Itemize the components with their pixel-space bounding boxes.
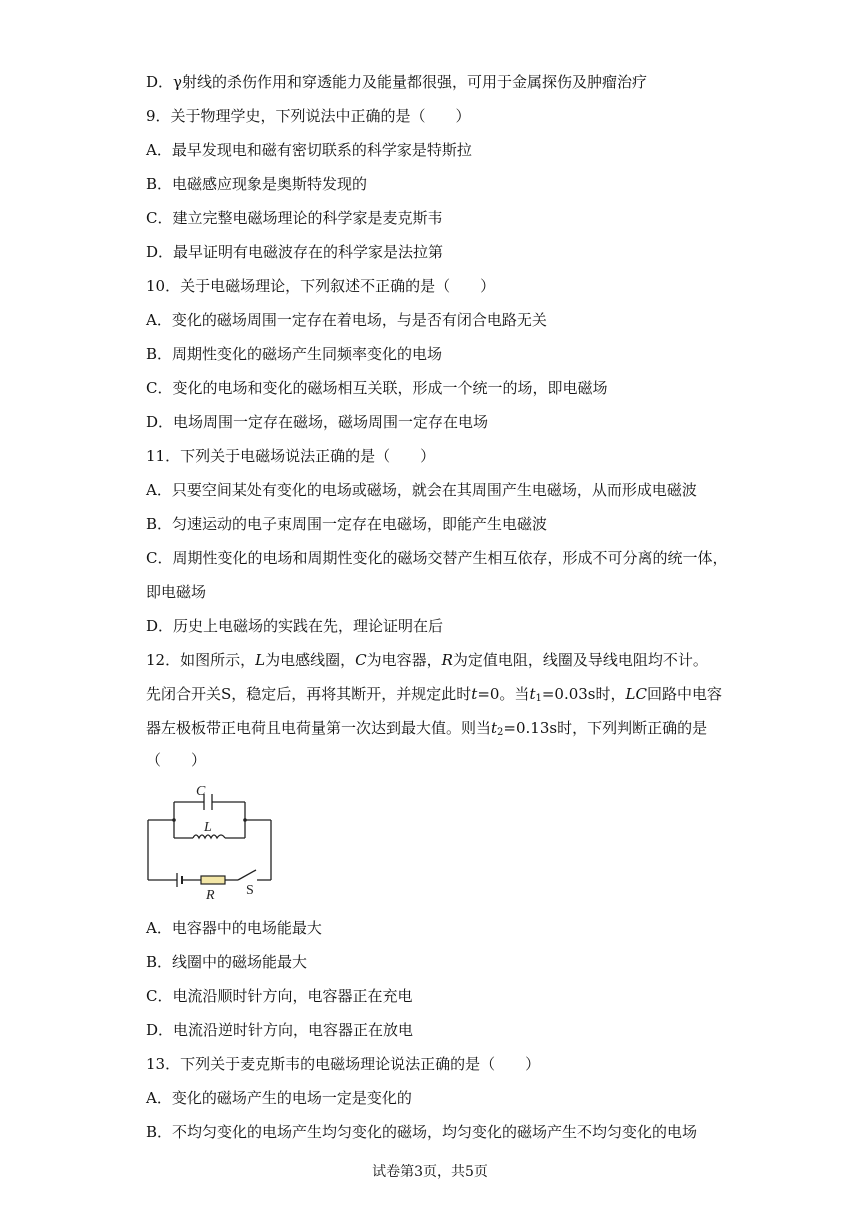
q11-option-a: A．只要空间某处有变化的电场或磁场，就会在其周围产生电磁场，从而形成电磁波 — [146, 481, 697, 499]
question-10: 10．关于电磁场理论，下列叙述不正确的是（ ） — [146, 277, 496, 295]
question-9: 9．关于物理学史，下列说法中正确的是（ ） — [146, 107, 471, 125]
q12-text: 器左极板带正电荷且电荷量第一次达到最大值。则当 — [146, 719, 492, 737]
q12-text: 回路中电容 — [646, 685, 722, 703]
q12-option-b: B．线圈中的磁场能最大 — [146, 953, 308, 971]
question-12-line3 — [146, 718, 707, 743]
question-11: 11．下列关于电磁场说法正确的是（ ） — [146, 447, 436, 465]
q12-text: 为电容器， — [366, 651, 442, 669]
label-capacitor: C — [196, 784, 206, 799]
q12-text: 先闭合开关S，稳定后，再将其断开，并规定此时 — [146, 685, 472, 703]
q12-sub-2: 2 — [497, 727, 504, 738]
q12-option-d: D．电流沿逆时针方向，电容器正在放电 — [146, 1021, 414, 1039]
label-resistor: R — [206, 888, 215, 902]
q12-text: =0.13s时，下列判断正确的是 — [503, 719, 708, 737]
label-switch: S — [246, 883, 254, 898]
q12-option-a: A．电容器中的电场能最大 — [146, 919, 322, 937]
q8-option-d: D．γ射线的杀伤作用和穿透能力及能量都很强，可用于金属探伤及肿瘤治疗 — [146, 73, 647, 91]
switch-blade — [238, 870, 256, 880]
label-inductor: L — [204, 820, 212, 835]
question-13: 13．下列关于麦克斯韦的电磁场理论说法正确的是（ ） — [146, 1055, 541, 1073]
q13-option-a: A．变化的磁场产生的电场一定是变化的 — [146, 1089, 412, 1107]
inductor-coil — [193, 835, 225, 838]
q12-var-lc: LC — [625, 685, 647, 703]
q12-var-t2: t — [491, 719, 498, 737]
junction-right — [243, 818, 247, 822]
q9-option-b: B．电磁感应现象是奥斯特发现的 — [146, 175, 368, 193]
q13-option-b: B．不均匀变化的电场产生均匀变化的磁场，均匀变化的磁场产生不均匀变化的电场 — [146, 1123, 698, 1141]
q12-var-l: L — [255, 651, 266, 669]
q12-text: =0。当 — [477, 685, 530, 703]
q9-option-d: D．最早证明有电磁波存在的科学家是法拉第 — [146, 243, 444, 261]
q12-text: 12．如图所示， — [146, 651, 256, 669]
q9-option-c: C．建立完整电磁场理论的科学家是麦克斯韦 — [146, 209, 443, 227]
q12-sub-1: 1 — [535, 693, 542, 704]
q10-option-c: C．变化的电场和变化的磁场相互关联，形成一个统一的场，即电磁场 — [146, 379, 608, 397]
q11-option-c-line1: C．周期性变化的电场和周期性变化的磁场交替产生相互依存，形成不可分离的统一体， — [146, 549, 728, 567]
q12-text: 为电感线圈， — [265, 651, 356, 669]
question-12-line2 — [146, 684, 722, 709]
page-footer: 试卷第3页，共5页 — [372, 1164, 488, 1180]
q12-text: =0.03s时， — [541, 685, 626, 703]
q10-option-a: A．变化的磁场周围一定存在着电场，与是否有闭合电路无关 — [146, 311, 547, 329]
q11-option-b: B．匀速运动的电子束周围一定存在电磁场，即能产生电磁波 — [146, 515, 548, 533]
q10-option-b: B．周期性变化的磁场产生同频率变化的电场 — [146, 345, 443, 363]
q12-option-c: C．电流沿顺时针方向，电容器正在充电 — [146, 987, 413, 1005]
question-12-answer-paren: （ ） — [146, 751, 207, 769]
question-12-line1 — [146, 650, 708, 670]
q12-var-t1: t — [529, 685, 536, 703]
q10-option-d: D．电场周围一定存在磁场，磁场周围一定存在电场 — [146, 413, 489, 431]
junction-left — [172, 818, 176, 822]
q11-option-c-line2: 即电磁场 — [146, 583, 207, 601]
q11-option-d: D．历史上电磁场的实践在先，理论证明在后 — [146, 617, 444, 635]
q12-var-r: R — [441, 651, 453, 669]
q12-var-c: C — [355, 651, 367, 669]
q12-text: 为定值电阻，线圈及导线电阻均不计。 — [452, 651, 708, 669]
lc-circuit-diagram — [146, 782, 276, 902]
q12-var-t: t — [471, 685, 478, 703]
resistor — [201, 876, 225, 884]
q9-option-a: A．最早发现电和磁有密切联系的科学家是特斯拉 — [146, 141, 472, 159]
